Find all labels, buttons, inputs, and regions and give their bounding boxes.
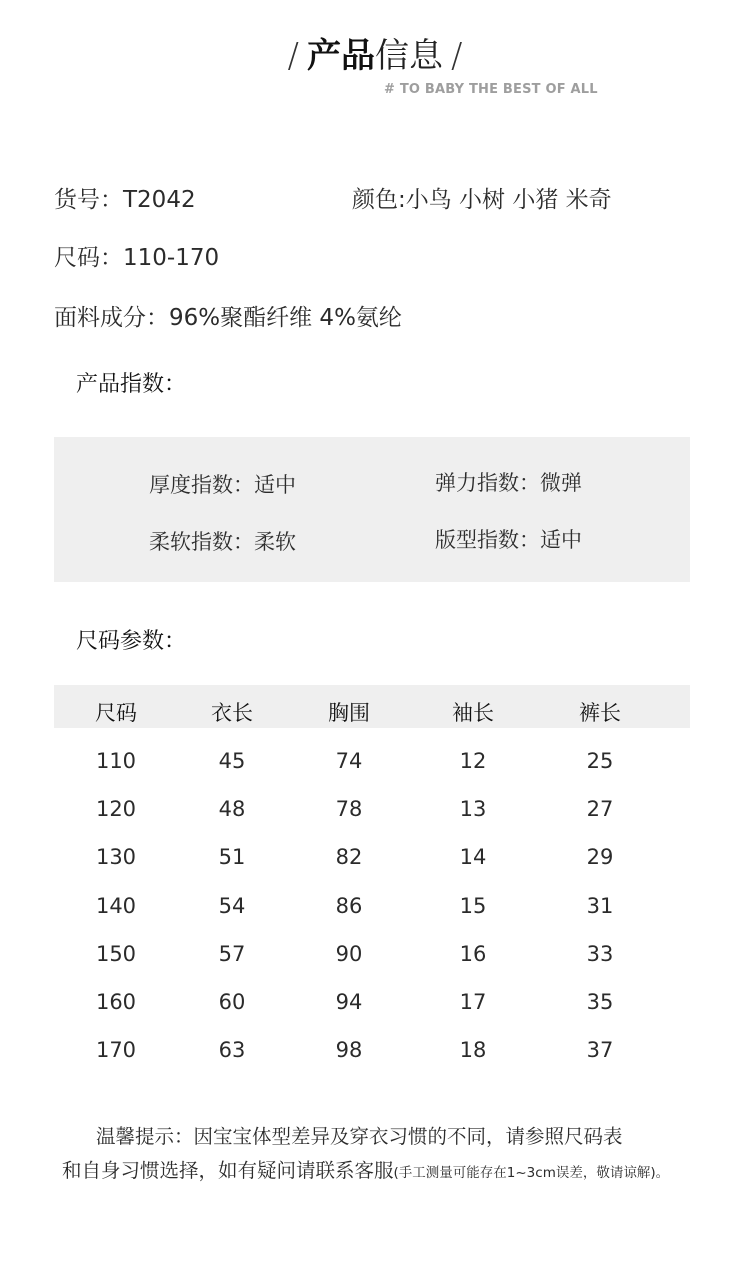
- table-cell: 12: [459, 749, 487, 773]
- thickness-index: 厚度指数：适中: [149, 473, 296, 497]
- table-cell: 160: [95, 990, 137, 1014]
- table-cell: 18: [459, 1038, 487, 1062]
- tip-line-1: 温馨提示：因宝宝体型差异及穿衣习惯的不同，请参照尺码表: [96, 1125, 623, 1148]
- colors: 颜色:小鸟 小树 小猪 米奇: [352, 187, 612, 213]
- table-cell: 27: [586, 797, 614, 821]
- header-chest: 胸围: [328, 701, 370, 725]
- tagline: # TO BABY THE BEST OF ALL: [384, 82, 598, 97]
- softness-index: 柔软指数：柔软: [149, 530, 296, 554]
- table-cell: 54: [218, 894, 246, 918]
- table-cell: 57: [218, 942, 246, 966]
- index-section-title: 产品指数：: [76, 372, 187, 397]
- table-cell: 150: [95, 942, 137, 966]
- index-box: [54, 437, 690, 582]
- title-slash-left: /: [287, 36, 299, 76]
- elasticity-index: 弹力指数：微弹: [435, 471, 582, 495]
- table-cell: 140: [95, 894, 137, 918]
- table-cell: 48: [218, 797, 246, 821]
- table-cell: 78: [335, 797, 363, 821]
- fit-index: 版型指数：适中: [435, 528, 582, 552]
- title-slash-right: /: [451, 36, 463, 76]
- tip-line-2: [62, 1155, 669, 1183]
- table-cell: 110: [95, 749, 137, 773]
- size-section-title: 尺码参数：: [76, 629, 187, 654]
- page-title: [0, 28, 750, 77]
- header-sleeve: 袖长: [452, 701, 494, 725]
- table-cell: 74: [335, 749, 363, 773]
- title-strong-part: 产品: [307, 36, 375, 76]
- table-cell: 82: [335, 845, 363, 869]
- table-cell: 170: [95, 1038, 137, 1062]
- table-cell: 29: [586, 845, 614, 869]
- table-cell: 86: [335, 894, 363, 918]
- table-cell: 45: [218, 749, 246, 773]
- table-cell: 60: [218, 990, 246, 1014]
- tip-line-2-main: 和自身习惯选择，如有疑问请联系客服: [62, 1159, 394, 1182]
- table-cell: 35: [586, 990, 614, 1014]
- table-cell: 16: [459, 942, 487, 966]
- table-cell: 15: [459, 894, 487, 918]
- table-cell: 25: [586, 749, 614, 773]
- fabric-composition: 面料成分：96%聚酯纤维 4%氨纶: [54, 305, 402, 331]
- table-cell: 90: [335, 942, 363, 966]
- item-number: 货号：T2042: [54, 187, 196, 213]
- tip-line-2-small: (手工测量可能存在1~3cm误差，敬请谅解)。: [393, 1165, 670, 1181]
- table-cell: 63: [218, 1038, 246, 1062]
- table-cell: 98: [335, 1038, 363, 1062]
- header-size: 尺码: [95, 701, 137, 725]
- table-cell: 31: [586, 894, 614, 918]
- table-cell: 13: [459, 797, 487, 821]
- table-cell: 14: [459, 845, 487, 869]
- title-light-part: 信息: [375, 36, 443, 76]
- table-cell: 33: [586, 942, 614, 966]
- size-range: 尺码：110-170: [54, 245, 220, 271]
- table-cell: 51: [218, 845, 246, 869]
- table-cell: 120: [95, 797, 137, 821]
- header-pants-length: 裤长: [579, 701, 621, 725]
- table-cell: 94: [335, 990, 363, 1014]
- table-cell: 17: [459, 990, 487, 1014]
- header-length: 衣长: [211, 701, 253, 725]
- table-cell: 130: [95, 845, 137, 869]
- table-cell: 37: [586, 1038, 614, 1062]
